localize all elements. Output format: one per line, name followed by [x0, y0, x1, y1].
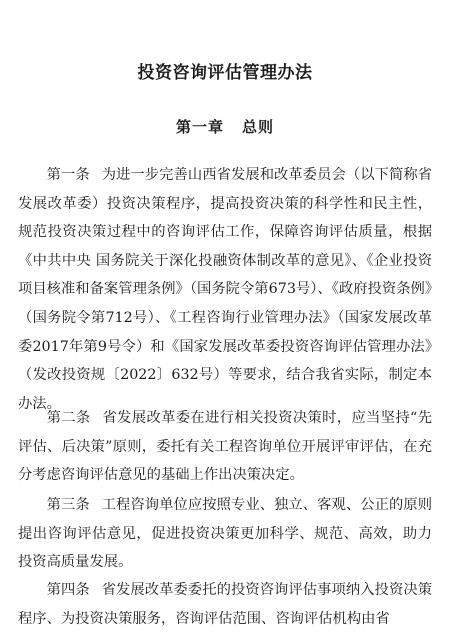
article-text: 工程咨询单位应按照专业、独立、客观、公正的原则提出咨询评估意见，促进投资决策更加科学、规范、高效，助力投资高质量发展。: [18, 497, 432, 571]
article-4: [18, 576, 432, 633]
article-3: [18, 491, 432, 577]
article-text: 省发展改革委在进行相关投资决策时，应当坚持“先评估、后决策”原则，委托有关工程咨询单位开展评审评估，在充分考虑咨询评估意见的基础上作出决策决定。: [18, 410, 433, 484]
article-1: [18, 161, 432, 418]
document-title: 投资咨询评估管理办法: [137, 63, 313, 83]
article-number: 第三条: [46, 497, 90, 513]
article-number: 第一条: [46, 167, 90, 183]
chapter-heading: [0, 116, 450, 137]
article-text: 为进一步完善山西省发展和改革委员会（以下简称省发展改革委）投资决策程序，提高投资决策的科学性和民主性，规范投资决策过程中的咨询评估工作，保障咨询评估质量，根据《中共中央 国务院关于深化投融资体制改革的意见》、《企业投资项目核准和备案管理条例》（国务院令第673号）、《政府投资条例》（国务院令第712号）、《工程咨询行业管理办法》（国家发展改革委2017年第9号令）和《国家发展改革委投资咨询评估管理办法》（发改投资规〔2022〕632号）等要求，结合我省实际，制定本办法。: [18, 167, 432, 412]
chapter-name: 总则: [242, 118, 275, 136]
article-number: 第四条: [46, 582, 90, 598]
article-text: 省发展改革委委托的投资咨询评估事项纳入投资决策程序、为投资决策服务，咨询评估范围、咨询评估机构由省: [18, 582, 432, 627]
chapter-number: 第一章: [175, 118, 224, 136]
article-number: 第二条: [46, 410, 91, 426]
article-2: [18, 404, 432, 490]
